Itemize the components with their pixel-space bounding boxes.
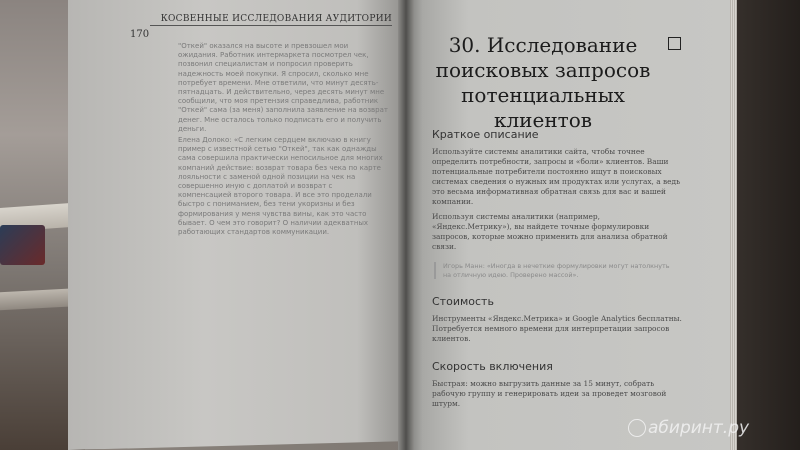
watermark: абиринт.ру (648, 418, 750, 438)
left-paragraph: "Откей" оказался на высоте и превзошел мои ожидания. Работник интермаркета посмотрел чек, позвонил специалистам и попросил проверить надежность моей покупки. Я спросил, сколько мне потребует времени. Мне ответили, что минут десять-пятнадцать. И действительно, через десять минут мне сообщили, что моя претензия справедлива, работник "Откей" сама (за меня) заполнила заявление на возврат денег. Мне осталось только подписать его и получить деньги. (178, 42, 388, 133)
checkbox-icon (668, 37, 681, 50)
section-speed (432, 360, 682, 414)
watermark-logo-icon (628, 419, 646, 437)
left-page-text (178, 42, 388, 239)
section-paragraph: Используйте системы аналитики сайта, чтобы точнее определить потребности, запросы и «боли» клиентов. Ваши потенциальные потребители постоянно ищут в поисковых системах сведения о нужных им продуктах или услугах, а ведь это весьма информативная обратная связь для вас и вашей компании. (432, 147, 681, 206)
page-number: 170 (130, 29, 150, 40)
section-description (432, 128, 682, 257)
book-gutter (398, 0, 414, 450)
section-paragraph: Используя системы аналитики (например, «Яндекс.Метрику»), вы найдете точные формулировки запросов, которые можно применить для анализа обратной связи. (432, 212, 668, 251)
section-heading: Стоимость (432, 295, 494, 308)
section-paragraph: Быстрая: можно выгрузить данные за 15 минут, собрать рабочую группу и генерировать идеи за проведет мозговой штурм. (432, 379, 667, 408)
section-cost (432, 295, 682, 349)
chapter-title: 30. Исследование поисковых запросов потенциальных клиентов (435, 33, 651, 132)
section-heading: Краткое описание (432, 128, 539, 141)
running-head: КОСВЕННЫЕ ИССЛЕДОВАНИЯ АУДИТОРИИ (150, 14, 392, 26)
quote-bar (434, 262, 436, 279)
expert-quote: Игорь Манн: «Иногда в нечеткие формулировки могут натолкнуть на отличную идею. Проверено массой». (443, 262, 670, 279)
left-paragraph: Елена Долоко: «С легким сердцем включаю в книгу пример с известной сетью "Откей", так как однажды сама совершила практически непосильное для многих компаний действие: возврат товара без чека по карте лояльности с заменой одной позиции на чек на совершенно иную с доплатой и возврат с компенсацией второго товара. И все это проделали быстро с пониманием, без тени укоризны и без формирования у меня чувства вины, как это часто бывает. О чем это говорит? О наличии адекватных работающих стандартов коммуникации. (178, 136, 383, 237)
section-heading: Скорость включения (432, 360, 553, 373)
background-object (0, 225, 45, 265)
section-paragraph: Инструменты «Яндекс.Метрика» и Google Analytics бесплатны. Потребуется немного времени для интерпретации запросов клиентов. (432, 314, 682, 343)
